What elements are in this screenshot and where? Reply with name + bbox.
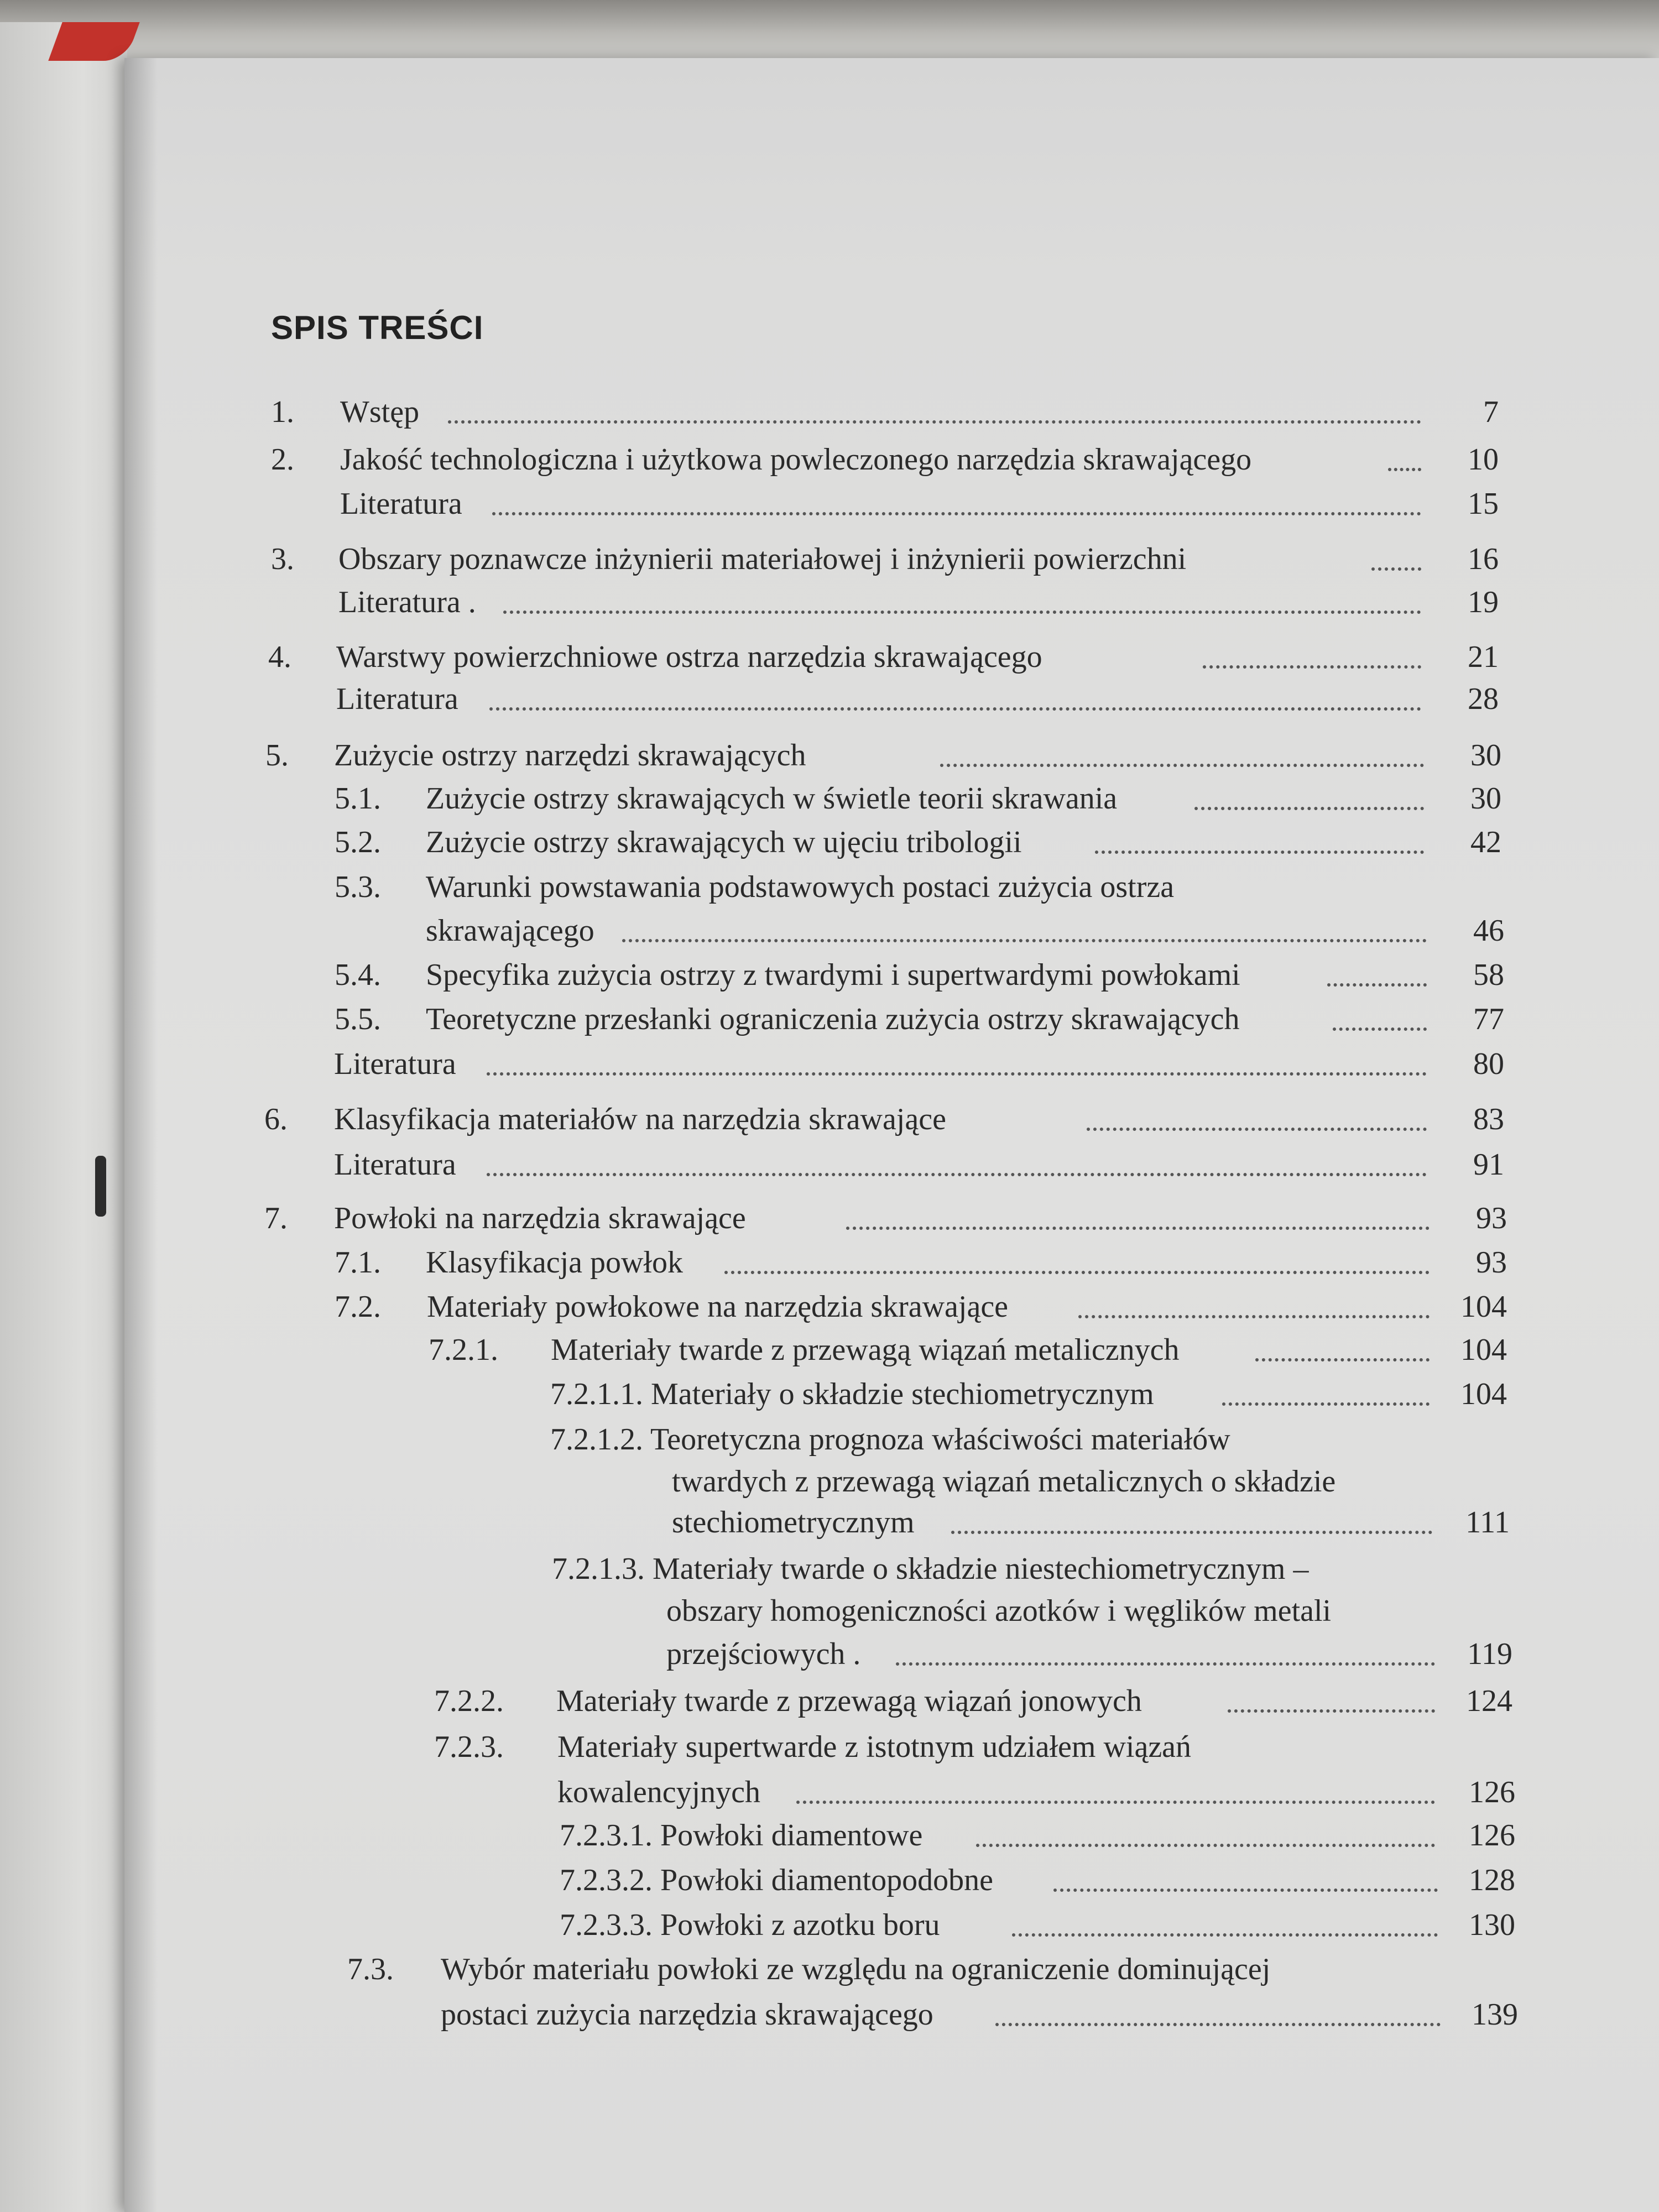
leader-dots: [487, 1072, 1427, 1076]
toc-page-number: 104: [1460, 1333, 1507, 1367]
toc-page-number: 93: [1476, 1245, 1507, 1280]
toc-label: Specyfika zużycia ostrzy z twardymi i supertwardymi powłokami: [426, 958, 1240, 992]
toc-page-number: 58: [1473, 958, 1504, 992]
leader-dots: [1095, 851, 1424, 854]
toc-entry: [0, 1908, 1659, 1942]
toc-entry: [0, 1201, 1659, 1235]
toc-page-number: 10: [1468, 442, 1499, 477]
toc-entry-continued: [0, 1997, 1659, 2032]
toc-page-number: 42: [1470, 825, 1501, 859]
toc-label: Materiały powłokowe na narzędzia skrawające: [427, 1290, 1009, 1324]
toc-number: 5.3.: [335, 870, 381, 904]
leader-dots: [1203, 665, 1421, 669]
toc-label: Powłoki na narzędzia skrawające: [334, 1201, 746, 1235]
toc-number: 2.: [271, 442, 294, 477]
toc-page-number: 119: [1467, 1637, 1512, 1671]
toc-entry-continued: [0, 1637, 1659, 1671]
toc-entry-continued: [0, 1775, 1659, 1809]
toc-number: 5.2.: [335, 825, 381, 859]
toc-number: 5.4.: [335, 958, 381, 992]
leader-dots: [1053, 1888, 1438, 1892]
toc-label: Jakość technologiczna i użytkowa powleczonego narzędzia skrawającego: [340, 442, 1252, 477]
leader-dots: [1012, 1933, 1438, 1937]
toc-page-number: 104: [1460, 1377, 1507, 1411]
toc-number: 7.1.: [335, 1245, 381, 1280]
toc-page-number: 126: [1469, 1775, 1515, 1809]
toc-label-continued: przejściowych .: [666, 1637, 861, 1671]
toc-label: Warunki powstawania podstawowych postaci zużycia ostrza: [426, 870, 1175, 904]
toc-label: Materiały twarde z przewagą wiązań metalicznych: [551, 1333, 1180, 1367]
toc-entry: [0, 825, 1659, 859]
toc-label-continued: obszary homogeniczności azotków i węglików metali: [666, 1594, 1332, 1628]
toc-page-number: 126: [1469, 1818, 1515, 1853]
toc-number: 7.2.3.: [434, 1730, 504, 1764]
toc-label-continued: skrawającego: [426, 914, 594, 948]
toc-number: 7.2.2.: [434, 1684, 504, 1718]
toc-entry: [0, 1147, 1659, 1182]
toc-entry-continued: [0, 1505, 1659, 1540]
toc-entry: [0, 1952, 1659, 1986]
toc-number: 3.: [271, 542, 294, 576]
toc-page-number: 30: [1470, 781, 1501, 816]
leader-dots: [1228, 1709, 1435, 1713]
toc-entry: [0, 1047, 1659, 1081]
toc-page-number: 80: [1473, 1047, 1504, 1081]
toc-entry: [0, 1377, 1659, 1411]
leader-dots: [1333, 1027, 1427, 1031]
toc-label: 7.2.3.1. Powłoki diamentowe: [560, 1818, 923, 1853]
toc-number: 5.5.: [335, 1002, 381, 1036]
toc-page-number: 128: [1469, 1863, 1515, 1897]
toc-entry-continued: [0, 1464, 1659, 1499]
page-title: SPIS TREŚCI: [271, 309, 484, 346]
leader-dots: [1327, 983, 1427, 987]
toc-label: 7.2.1.3. Materiały twarde o składzie niestechiometrycznym –: [552, 1552, 1309, 1586]
toc-label: Klasyfikacja materiałów na narzędzia skrawające: [334, 1102, 946, 1136]
toc-label: Klasyfikacja powłok: [426, 1245, 683, 1280]
toc-label: Zużycie ostrzy skrawających w ujęciu tribologii: [426, 825, 1022, 859]
toc-label: 7.2.1.1. Materiały o składzie stechiometrycznym: [550, 1377, 1154, 1411]
toc-entry: [0, 442, 1659, 477]
toc-page-number: 83: [1473, 1102, 1504, 1136]
leader-dots: [951, 1531, 1432, 1534]
toc-entry: [0, 1290, 1659, 1324]
toc-entry: [0, 1684, 1659, 1718]
leader-dots: [976, 1844, 1435, 1847]
toc-label: Wybór materiału powłoki ze względu na ograniczenie dominującej: [441, 1952, 1271, 1986]
toc-entry: [0, 1422, 1659, 1457]
toc-entry: [0, 1333, 1659, 1367]
toc-page-number: 139: [1472, 1997, 1518, 2032]
toc-page-number: 46: [1473, 914, 1504, 948]
toc-number: 7.: [264, 1201, 288, 1235]
leader-dots: [846, 1227, 1430, 1230]
toc-entry: [0, 395, 1659, 429]
toc-number: 1.: [271, 395, 294, 429]
leader-dots: [896, 1662, 1435, 1666]
leader-dots: [796, 1801, 1435, 1804]
leader-dots: [1255, 1358, 1430, 1361]
toc-label-continued: kowalencyjnych: [557, 1775, 760, 1809]
toc-label: Zużycie ostrzy skrawających w świetle teorii skrawania: [426, 781, 1118, 816]
toc-page-number: 7: [1483, 395, 1499, 429]
toc-page-number: 124: [1466, 1684, 1512, 1718]
toc-page-number: 77: [1473, 1002, 1504, 1036]
leader-dots: [1078, 1315, 1430, 1318]
leader-dots: [1222, 1402, 1430, 1406]
toc-page-number: 130: [1469, 1908, 1515, 1942]
leader-dots: [1087, 1128, 1427, 1131]
toc-entry: [0, 542, 1659, 576]
toc-number: 7.3.: [347, 1952, 394, 1986]
toc-page-number: 28: [1468, 682, 1499, 716]
leader-dots: [724, 1271, 1430, 1274]
toc-label: Teoretyczne przesłanki ograniczenia zużycia ostrzy skrawających: [426, 1002, 1240, 1036]
toc-entry-continued: [0, 914, 1659, 948]
toc-label: Materiały supertwarde z istotnym udziałem wiązań: [557, 1730, 1192, 1764]
toc-label: Wstęp: [340, 395, 420, 429]
toc-entry-continued: [0, 1594, 1659, 1628]
toc-label: Literatura: [340, 487, 462, 521]
toc-entry: [0, 585, 1659, 619]
leader-dots: [489, 707, 1421, 711]
toc-page-number: 15: [1468, 487, 1499, 521]
toc-number: 5.1.: [335, 781, 381, 816]
toc-page-number: 16: [1468, 542, 1499, 576]
leader-dots: [487, 1173, 1427, 1176]
leader-dots: [503, 611, 1421, 614]
toc-label: Literatura: [336, 682, 458, 716]
toc-entry: [0, 738, 1659, 773]
toc-entry: [0, 1552, 1659, 1586]
toc-label: Obszary poznawcze inżynierii materiałowej i inżynierii powierzchni: [338, 542, 1187, 576]
toc-label: Zużycie ostrzy narzędzi skrawających: [334, 738, 806, 773]
toc-label-continued: stechiometrycznym: [672, 1505, 915, 1540]
toc-entry: [0, 682, 1659, 716]
toc-label: 7.2.1.2. Teoretyczna prognoza właściwości materiałów: [550, 1422, 1230, 1457]
toc-entry: [0, 870, 1659, 904]
leader-dots: [995, 2023, 1441, 2026]
toc-page-number: 111: [1465, 1505, 1510, 1540]
toc-entry: [0, 1245, 1659, 1280]
toc-entry: [0, 1102, 1659, 1136]
toc-entry: [0, 1818, 1659, 1853]
toc-page-number: 19: [1468, 585, 1499, 619]
toc-page-number: 30: [1470, 738, 1501, 773]
leader-dots: [448, 420, 1421, 424]
toc-number: 4.: [268, 640, 291, 674]
leader-dots: [1194, 807, 1424, 810]
leader-dots: [1371, 567, 1421, 571]
toc-entry: [0, 487, 1659, 521]
toc-label: Warstwy powierzchniowe ostrza narzędzia skrawającego: [336, 640, 1042, 674]
toc-page-number: 104: [1460, 1290, 1507, 1324]
toc-label-continued: postaci zużycia narzędzia skrawającego: [441, 1997, 933, 2032]
toc-number: 7.2.1.: [429, 1333, 498, 1367]
toc-entry: [0, 1863, 1659, 1897]
toc-entry: [0, 1730, 1659, 1764]
leader-dots: [622, 939, 1427, 942]
toc-entry: [0, 781, 1659, 816]
toc-label: 7.2.3.2. Powłoki diamentopodobne: [560, 1863, 993, 1897]
toc-label: Materiały twarde z przewagą wiązań jonowych: [556, 1684, 1142, 1718]
toc-label: Literatura: [334, 1047, 456, 1081]
toc-label: Literatura .: [338, 585, 476, 619]
leader-dots: [940, 764, 1424, 767]
toc-number: 6.: [264, 1102, 288, 1136]
toc-entry: [0, 1002, 1659, 1036]
toc-page-number: 21: [1468, 640, 1499, 674]
toc-number: 5.: [265, 738, 289, 773]
toc-number: 7.2.: [335, 1290, 381, 1324]
toc-page-number: 91: [1473, 1147, 1504, 1182]
toc-page-number: 93: [1476, 1201, 1507, 1235]
toc-label-continued: twardych z przewagą wiązań metalicznych o składzie: [672, 1464, 1336, 1499]
leader-dots: [492, 512, 1421, 515]
toc-label: Literatura: [334, 1147, 456, 1182]
toc-entry: [0, 958, 1659, 992]
toc-label: 7.2.3.3. Powłoki z azotku boru: [560, 1908, 940, 1942]
toc-entry: [0, 640, 1659, 674]
